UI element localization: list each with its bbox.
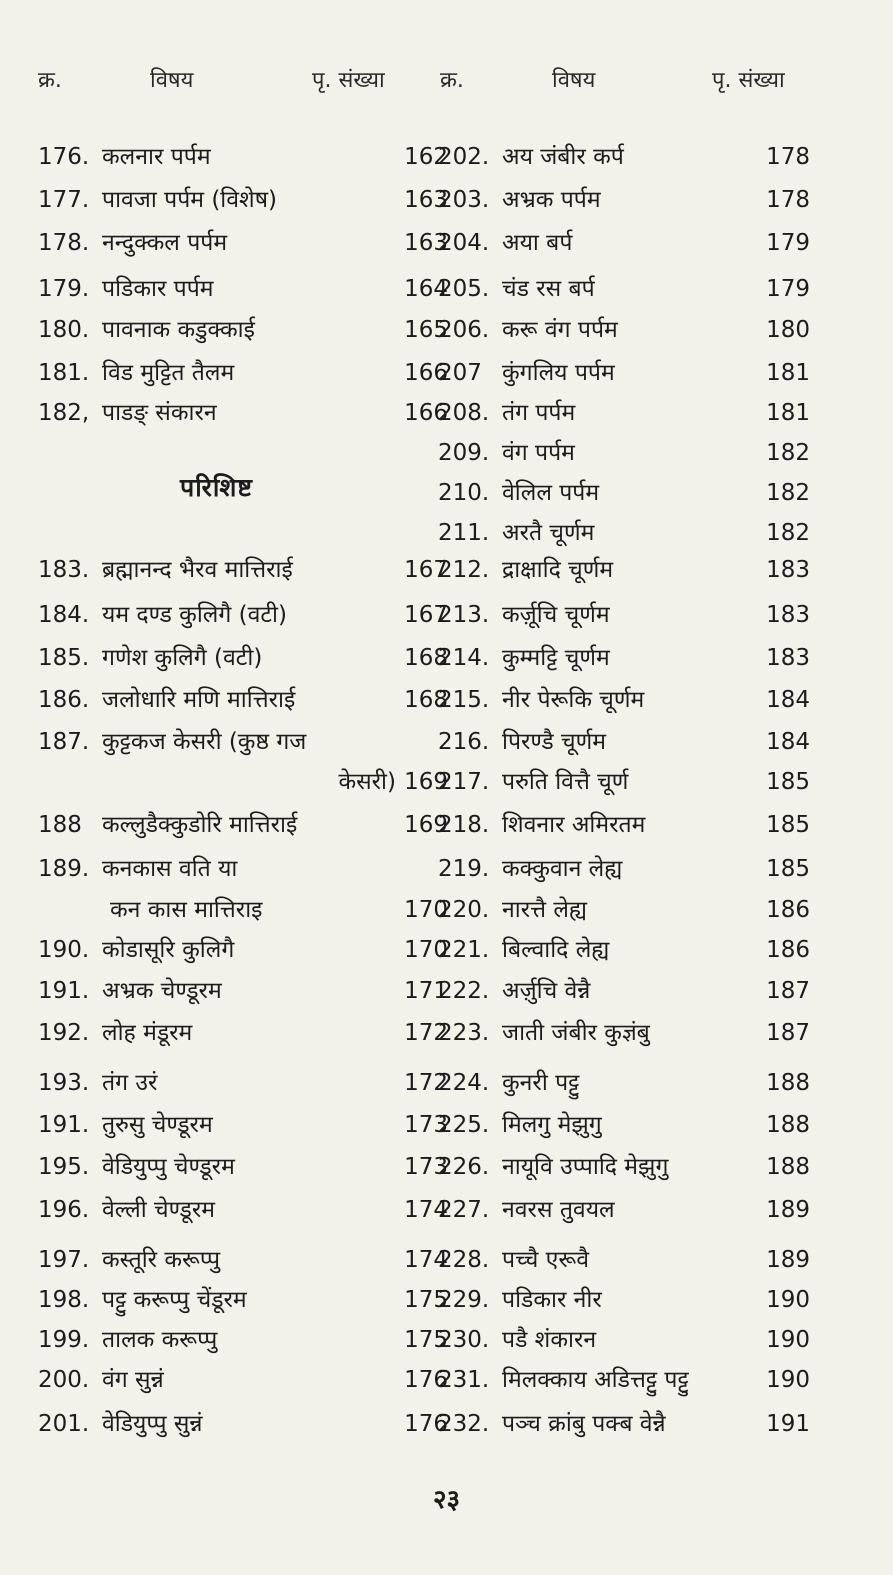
entry-number: 188 — [38, 812, 82, 838]
entry-number: 209. — [438, 440, 490, 466]
entry-page: 173 — [404, 1112, 448, 1138]
entry-title: अभ्रक चेण्डूरम — [102, 978, 222, 1004]
entry-title: केसरी) — [338, 769, 396, 795]
entry-title: अरतै चूर्णम — [502, 520, 595, 546]
entry-number: 224. — [438, 1070, 490, 1096]
list-item — [438, 140, 810, 174]
entry-number: 214. — [438, 645, 490, 671]
list-item — [38, 1150, 448, 1184]
list-item — [38, 1108, 448, 1142]
entry-page: 184 — [766, 687, 810, 713]
entry-page: 179 — [766, 230, 810, 256]
header-page-left: पृ. संख्या — [312, 68, 385, 93]
entry-page: 169 — [404, 812, 448, 838]
entry-title: पाडङ् संकारन — [102, 400, 217, 426]
list-item — [38, 725, 448, 759]
list-item — [438, 313, 810, 347]
entry-title: कुंगलिय पर्पम — [502, 360, 615, 386]
list-item — [38, 893, 448, 927]
entry-page: 176 — [404, 1411, 448, 1437]
entry-number: 203. — [438, 187, 490, 213]
header-topic-left: विषय — [150, 68, 194, 93]
list-item — [438, 598, 810, 632]
entry-title: पावजा पर्पम (विशेष) — [102, 187, 277, 213]
entry-page: 169 — [404, 769, 448, 795]
list-item — [38, 598, 448, 632]
entry-number: 226. — [438, 1154, 490, 1180]
list-item — [438, 852, 810, 886]
entry-title: तुरुसु चेण्डूरम — [102, 1112, 213, 1138]
entry-number: 197. — [38, 1247, 90, 1273]
entry-page: 190 — [766, 1287, 810, 1313]
list-item — [438, 272, 810, 306]
entry-title: कल्लुडैक्कुडोरि मात्तिराई — [102, 812, 298, 838]
entry-number: 215. — [438, 687, 490, 713]
list-item — [38, 183, 448, 217]
list-item — [438, 641, 810, 675]
entry-page: 168 — [404, 645, 448, 671]
entry-page: 188 — [766, 1070, 810, 1096]
header-serial-left: क्र. — [38, 68, 62, 93]
list-item — [438, 808, 810, 842]
entry-page: 171 — [404, 978, 448, 1004]
entry-page: 164 — [404, 276, 448, 302]
entry-title: अभ्रक पर्पम — [502, 187, 601, 213]
entry-page: 173 — [404, 1154, 448, 1180]
entry-number: 220. — [438, 897, 490, 923]
entry-number: 183. — [38, 557, 90, 583]
entry-number: 223. — [438, 1020, 490, 1046]
entry-title: पट्टु करूप्पु चेंडूरम — [102, 1287, 247, 1313]
entry-number: 184. — [38, 602, 90, 628]
list-item — [438, 765, 810, 799]
entry-title: कक्कुवान लेह्य — [502, 856, 623, 882]
list-item — [438, 553, 810, 587]
entry-title: कुनरी पट्टु — [502, 1070, 580, 1096]
list-item — [438, 1193, 810, 1227]
entry-page: 188 — [766, 1154, 810, 1180]
list-item — [438, 725, 810, 759]
list-item — [38, 1407, 448, 1441]
list-item — [38, 1243, 448, 1277]
entry-title: पिरण्डै चूर्णम — [502, 729, 606, 755]
list-item — [438, 1066, 810, 1100]
entry-number: 191. — [38, 1112, 90, 1138]
entry-page: 189 — [766, 1197, 810, 1223]
appendix-heading: परिशिष्ट — [180, 473, 253, 502]
entry-page: 172 — [404, 1070, 448, 1096]
entry-page: 187 — [766, 978, 810, 1004]
entry-page: 189 — [766, 1247, 810, 1273]
entry-title: वेलिल पर्पम — [502, 480, 600, 506]
entry-page: 162 — [404, 144, 448, 170]
entry-number: 221. — [438, 937, 490, 963]
entry-page: 182 — [766, 440, 810, 466]
list-item — [38, 1193, 448, 1227]
list-item — [38, 808, 448, 842]
right-column — [438, 0, 810, 1575]
entry-page: 182 — [766, 480, 810, 506]
list-item — [438, 893, 810, 927]
entry-number: 229. — [438, 1287, 490, 1313]
entry-number: 212. — [438, 557, 490, 583]
list-item — [438, 1283, 810, 1317]
entry-number: 230. — [438, 1327, 490, 1353]
entry-number: 198. — [38, 1287, 90, 1313]
entry-title: वेडियुप्पु चेण्डूरम — [102, 1154, 235, 1180]
entry-page: 170 — [404, 897, 448, 923]
list-item — [38, 272, 448, 306]
entry-number: 227. — [438, 1197, 490, 1223]
header-serial-right: क्र. — [440, 68, 464, 93]
entry-title: पच्चै एरूवै — [502, 1247, 590, 1273]
entry-title: मिलक्काय अडित्तट्टु पट्टु — [502, 1367, 689, 1393]
list-item — [438, 1016, 810, 1050]
entry-page: 183 — [766, 645, 810, 671]
entry-page: 182 — [766, 520, 810, 546]
entry-title: कन कास मात्तिराइ — [110, 897, 263, 923]
entry-title: द्राक्षादि चूर्णम — [502, 557, 614, 583]
entry-title: लोह मंडूरम — [102, 1020, 193, 1046]
entry-title: जलोधारि मणि मात्तिराई — [102, 687, 296, 713]
page-number: २३ — [432, 1485, 461, 1515]
entry-title: तंग उरं — [102, 1070, 158, 1096]
entry-title: पडिकार पर्पम — [102, 276, 214, 302]
list-item — [38, 683, 448, 717]
list-item — [438, 974, 810, 1008]
list-item — [38, 1066, 448, 1100]
entry-title: नीर पेरूकि चूर्णम — [502, 687, 645, 713]
entry-page: 168 — [404, 687, 448, 713]
entry-page: 181 — [766, 400, 810, 426]
header-topic-right: विषय — [552, 68, 596, 93]
entry-title: अय जंबीर कर्प — [502, 144, 624, 170]
list-item — [38, 765, 448, 799]
entry-page: 185 — [766, 856, 810, 882]
entry-number: 200. — [38, 1367, 90, 1393]
list-item — [438, 356, 810, 390]
entry-title: कनकास वति या — [102, 856, 238, 882]
entry-title: नारत्तै लेह्य — [502, 897, 588, 923]
list-item — [438, 1243, 810, 1277]
entry-number: 185. — [38, 645, 90, 671]
entry-page: 179 — [766, 276, 810, 302]
entry-page: 181 — [766, 360, 810, 386]
entry-number: 225. — [438, 1112, 490, 1138]
list-item — [438, 476, 810, 510]
list-item — [38, 553, 448, 587]
entry-page: 186 — [766, 897, 810, 923]
entry-number: 213. — [438, 602, 490, 628]
entry-title: गणेश कुलिगै (वटी) — [102, 645, 263, 671]
entry-number: 199. — [38, 1327, 90, 1353]
entry-number: 179. — [38, 276, 90, 302]
entry-page: 183 — [766, 602, 810, 628]
entry-title: कुट्टकज केसरी (कुष्ठ गज — [102, 729, 307, 755]
entry-page: 170 — [404, 937, 448, 963]
entry-page: 174 — [404, 1247, 448, 1273]
list-item — [38, 313, 448, 347]
entry-page: 184 — [766, 729, 810, 755]
entry-number: 204. — [438, 230, 490, 256]
entry-number: 187. — [38, 729, 90, 755]
entry-title: कस्तूरि करूप्पु — [102, 1247, 221, 1273]
entry-title: तंग पर्पम — [502, 400, 576, 426]
entry-number: 196. — [38, 1197, 90, 1223]
entry-page: 183 — [766, 557, 810, 583]
list-item — [438, 1323, 810, 1357]
entry-page: 190 — [766, 1327, 810, 1353]
entry-page: 180 — [766, 317, 810, 343]
entry-page: 175 — [404, 1287, 448, 1313]
left-column — [38, 0, 448, 1575]
entry-number: 231. — [438, 1367, 490, 1393]
list-item — [38, 641, 448, 675]
entry-title: अया बर्प — [502, 230, 573, 256]
list-item — [438, 396, 810, 430]
entry-title: वेडियुप्पु सुन्नं — [102, 1411, 203, 1437]
list-item — [438, 1407, 810, 1441]
entry-title: वंग सुन्नं — [102, 1367, 164, 1393]
entry-page: 166 — [404, 360, 448, 386]
entry-number: 189. — [38, 856, 90, 882]
entry-title: विड मुट्टित तैलम — [102, 360, 235, 386]
entry-page: 166 — [404, 400, 448, 426]
entry-number: 219. — [438, 856, 490, 882]
list-item — [438, 1150, 810, 1184]
entry-number: 211. — [438, 520, 490, 546]
entry-number: 222. — [438, 978, 490, 1004]
entry-title: परुति वित्तै चूर्ण — [502, 769, 629, 795]
entry-page: 190 — [766, 1367, 810, 1393]
list-item — [38, 1323, 448, 1357]
header-page-right: पृ. संख्या — [712, 68, 785, 93]
entry-title: कलनार पर्पम — [102, 144, 211, 170]
list-item — [438, 1363, 810, 1397]
entry-number: 181. — [38, 360, 90, 386]
entry-title: पञ्च क्रांबु पक्ब वेन्नै — [502, 1411, 666, 1437]
entry-page: 172 — [404, 1020, 448, 1046]
list-item — [438, 226, 810, 260]
entry-number: 178. — [38, 230, 90, 256]
entry-number: 202. — [438, 144, 490, 170]
list-item — [438, 933, 810, 967]
entry-page: 185 — [766, 769, 810, 795]
entry-page: 174 — [404, 1197, 448, 1223]
entry-number: 190. — [38, 937, 90, 963]
entry-title: बिल्वादि लेह्य — [502, 937, 610, 963]
entry-number: 206. — [438, 317, 490, 343]
entry-page: 163 — [404, 187, 448, 213]
entry-number: 216. — [438, 729, 490, 755]
entry-page: 191 — [766, 1411, 810, 1437]
list-item — [38, 1016, 448, 1050]
list-item — [38, 356, 448, 390]
list-item — [438, 1108, 810, 1142]
list-item — [38, 1363, 448, 1397]
entry-page: 167 — [404, 557, 448, 583]
entry-title: वेल्ली चेण्डूरम — [102, 1197, 216, 1223]
entry-number: 182, — [38, 400, 90, 426]
list-item — [438, 183, 810, 217]
entry-title: चंड रस बर्प — [502, 276, 595, 302]
entry-page: 176 — [404, 1367, 448, 1393]
list-item — [38, 974, 448, 1008]
entry-title: ब्रह्मानन्द भैरव मात्तिराई — [102, 557, 293, 583]
entry-title: कुम्मट्टि चूर्णम — [502, 645, 610, 671]
entry-number: 210. — [438, 480, 490, 506]
entry-title: पडिकार नीर — [502, 1287, 602, 1313]
entry-page: 187 — [766, 1020, 810, 1046]
entry-number: 207 — [438, 360, 482, 386]
entry-title: पडै शंकारन — [502, 1327, 597, 1353]
entry-page: 167 — [404, 602, 448, 628]
entry-page: 185 — [766, 812, 810, 838]
entry-title: वंग पर्पम — [502, 440, 575, 466]
list-item — [38, 226, 448, 260]
list-item — [438, 516, 810, 550]
entry-page: 186 — [766, 937, 810, 963]
list-item — [438, 436, 810, 470]
entry-title: नन्दुक्कल पर्पम — [102, 230, 228, 256]
entry-page: 175 — [404, 1327, 448, 1353]
entry-page: 188 — [766, 1112, 810, 1138]
entry-title: कोडासूरि कुलिगै — [102, 937, 235, 963]
entry-number: 192. — [38, 1020, 90, 1046]
entry-number: 218. — [438, 812, 490, 838]
entry-number: 193. — [38, 1070, 90, 1096]
entry-title: पावनाक कडुक्काई — [102, 317, 255, 343]
entry-title: करू वंग पर्पम — [502, 317, 618, 343]
entry-number: 195. — [38, 1154, 90, 1180]
entry-title: नवरस तुवयल — [502, 1197, 615, 1223]
entry-number: 177. — [38, 187, 90, 213]
list-item — [38, 933, 448, 967]
entry-page: 165 — [404, 317, 448, 343]
entry-number: 217. — [438, 769, 490, 795]
entry-title: मिलगु मेझुगु — [502, 1112, 602, 1138]
entry-number: 176. — [38, 144, 90, 170]
entry-page: 163 — [404, 230, 448, 256]
entry-title: तालक करूप्पु — [102, 1327, 218, 1353]
entry-number: 186. — [38, 687, 90, 713]
entry-number: 205. — [438, 276, 490, 302]
entry-title: नायूवि उप्पादि मेझुगु — [502, 1154, 669, 1180]
entry-number: 201. — [38, 1411, 90, 1437]
entry-number: 180. — [38, 317, 90, 343]
entry-number: 232. — [438, 1411, 490, 1437]
entry-title: जाती जंबीर कुज्ञंबु — [502, 1020, 650, 1046]
entry-number: 208. — [438, 400, 490, 426]
entry-number: 191. — [38, 978, 90, 1004]
entry-number: 228. — [438, 1247, 490, 1273]
list-item — [38, 1283, 448, 1317]
entry-page: 178 — [766, 187, 810, 213]
entry-title: शिवनार अमिरतम — [502, 812, 646, 838]
list-item — [38, 396, 448, 430]
entry-title: यम दण्ड कुलिगै (वटी) — [102, 602, 287, 628]
entry-page: 178 — [766, 144, 810, 170]
list-item — [438, 683, 810, 717]
entry-title: अर्ज़ुचि वेन्नै — [502, 978, 591, 1004]
list-item — [38, 852, 448, 886]
entry-title: कर्ज़ूचि चूर्णम — [502, 602, 610, 628]
list-item — [38, 140, 448, 174]
